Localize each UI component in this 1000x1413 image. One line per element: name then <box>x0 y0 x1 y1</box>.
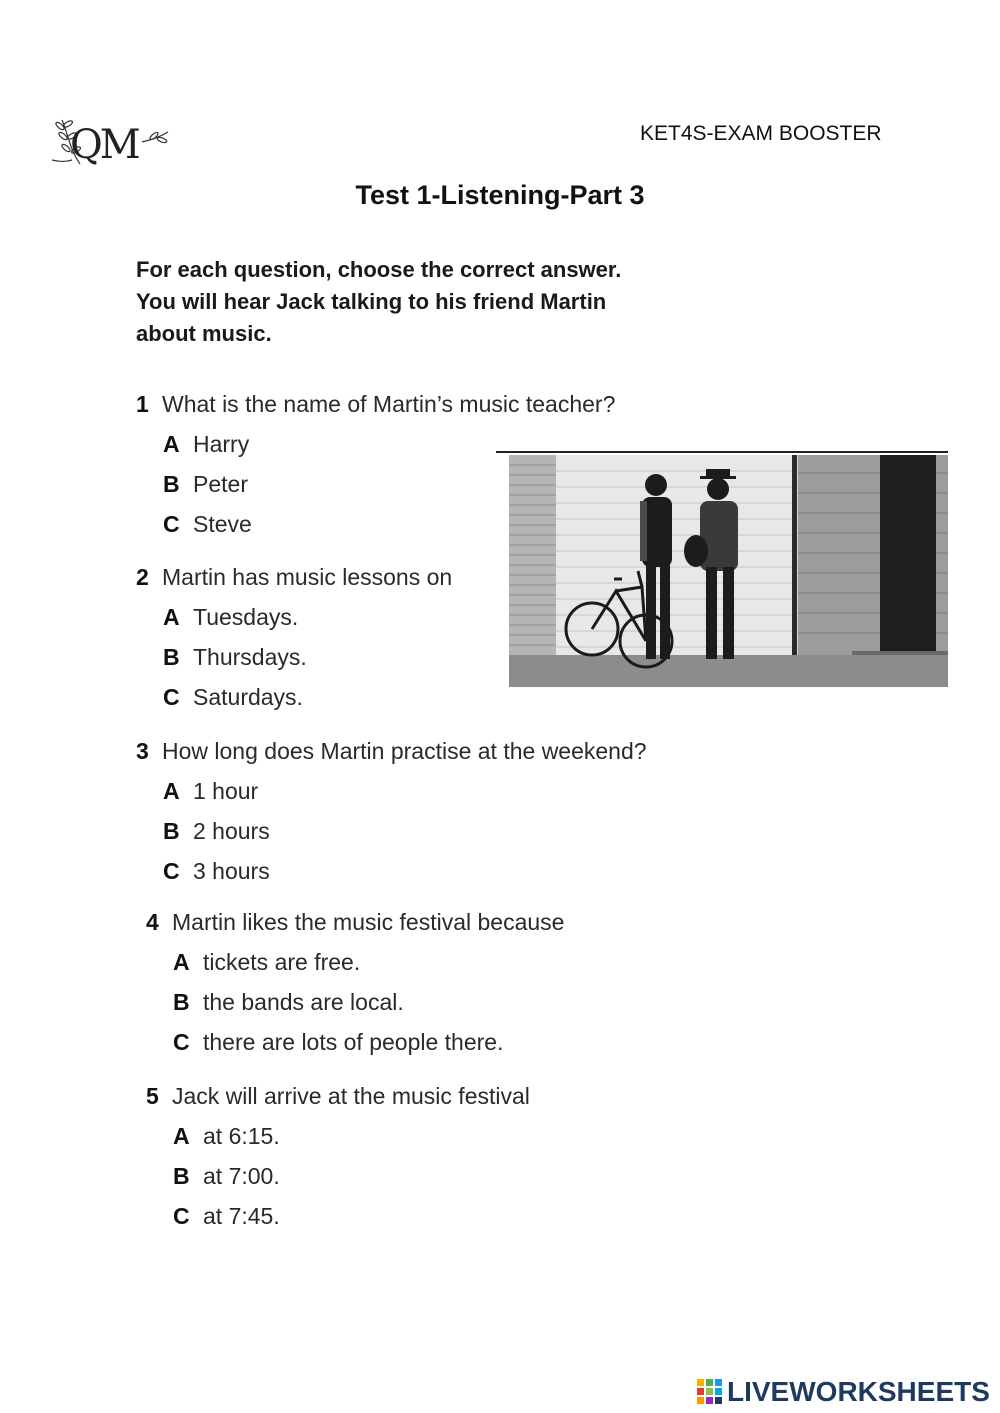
brand-text: LIVEWORKSHEETS <box>727 1376 990 1407</box>
liveworksheets-brand <box>697 1376 990 1408</box>
answer-option[interactable] <box>163 778 258 805</box>
answer-option[interactable] <box>173 989 404 1016</box>
page-title: Test 1-Listening-Part 3 <box>355 180 645 210</box>
option-letter: A <box>163 604 180 630</box>
option-text: 3 hours <box>193 858 270 884</box>
option-letter: A <box>173 1123 190 1149</box>
answer-option[interactable] <box>173 1203 280 1230</box>
answer-option[interactable] <box>163 511 252 538</box>
question-1 <box>136 391 615 418</box>
option-letter: C <box>173 1203 190 1229</box>
option-letter: A <box>173 949 190 975</box>
option-text: Steve <box>193 511 252 537</box>
option-text: Harry <box>193 431 250 457</box>
answer-option[interactable] <box>163 684 303 711</box>
question-number: 4 <box>146 909 159 935</box>
option-text: at 7:45. <box>203 1203 280 1229</box>
option-letter: B <box>163 644 180 670</box>
option-text: 1 hour <box>193 778 259 804</box>
answer-option[interactable] <box>163 604 298 631</box>
liveworksheets-logo-icon <box>697 1379 723 1405</box>
option-text: Saturdays. <box>193 684 303 710</box>
option-letter: A <box>163 778 180 804</box>
instruction-line: You will hear Jack talking to his friend Martin <box>136 289 607 314</box>
answer-option[interactable] <box>163 431 249 458</box>
answer-option[interactable] <box>173 1163 280 1190</box>
question-text: How long does Martin practise at the weekend? <box>162 738 647 764</box>
option-text: 2 hours <box>193 818 270 844</box>
instruction-line: For each question, choose the correct answer. <box>136 257 622 282</box>
option-letter: B <box>173 1163 190 1189</box>
question-number: 2 <box>136 564 149 590</box>
answer-option[interactable] <box>163 644 307 671</box>
question-text: Jack will arrive at the music festival <box>172 1083 530 1109</box>
option-letter: C <box>173 1029 190 1055</box>
option-letter: A <box>163 431 180 457</box>
question-2 <box>136 564 452 591</box>
answer-option[interactable] <box>173 949 360 976</box>
option-text: there are lots of people there. <box>203 1029 504 1055</box>
question-text: Martin has music lessons on <box>162 564 453 590</box>
option-text: the bands are local. <box>203 989 404 1015</box>
logo-text: QM <box>70 122 138 168</box>
question-3 <box>136 738 647 765</box>
instructions <box>136 254 716 350</box>
option-letter: C <box>163 684 180 710</box>
option-text: tickets are free. <box>203 949 361 975</box>
answer-option[interactable] <box>163 471 248 498</box>
instruction-line: about music. <box>136 321 272 346</box>
answer-option[interactable] <box>163 858 270 885</box>
option-letter: C <box>163 858 180 884</box>
question-text: What is the name of Martin’s music teacher? <box>162 391 616 417</box>
series-label: KET4S-EXAM BOOSTER <box>640 122 882 145</box>
question-5 <box>146 1083 530 1110</box>
answer-option[interactable] <box>163 818 270 845</box>
question-text: Martin likes the music festival because <box>172 909 565 935</box>
qm-logo <box>50 112 172 182</box>
option-letter: B <box>163 471 180 497</box>
question-number: 3 <box>136 738 149 764</box>
option-text: at 6:15. <box>203 1123 280 1149</box>
option-text: Thursdays. <box>193 644 307 670</box>
street-photo <box>496 451 948 687</box>
option-text: Tuesdays. <box>193 604 299 630</box>
option-letter: B <box>173 989 190 1015</box>
question-4 <box>146 909 564 936</box>
option-letter: B <box>163 818 180 844</box>
option-text: Peter <box>193 471 248 497</box>
option-letter: C <box>163 511 180 537</box>
question-number: 1 <box>136 391 149 417</box>
answer-option[interactable] <box>173 1123 280 1150</box>
option-text: at 7:00. <box>203 1163 280 1189</box>
question-number: 5 <box>146 1083 159 1109</box>
answer-option[interactable] <box>173 1029 503 1056</box>
